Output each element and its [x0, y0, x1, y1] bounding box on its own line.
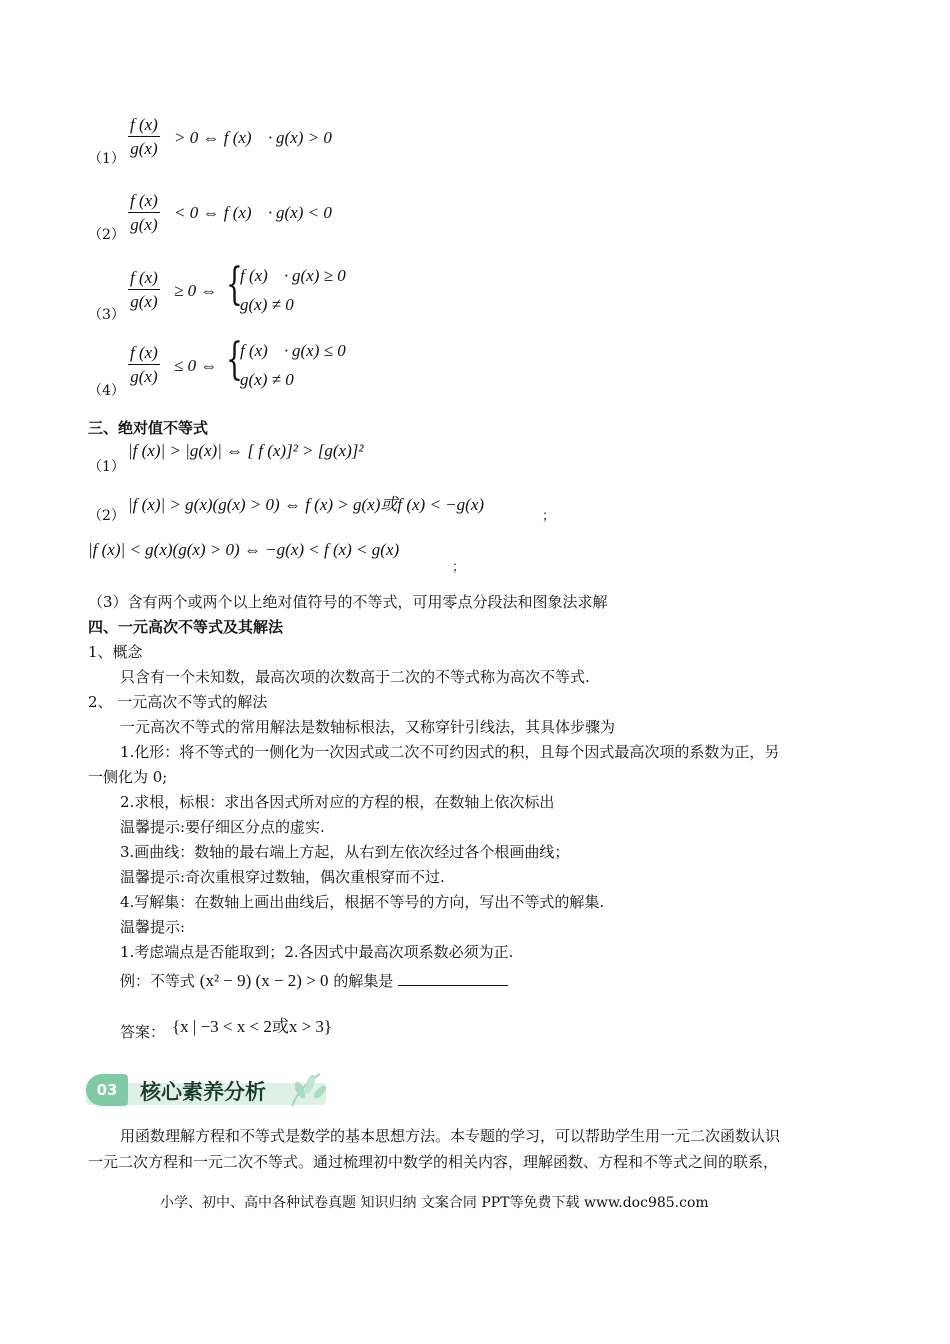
- relation: > 0 ⇔ f (x): [174, 128, 252, 147]
- case-2: g(x) ≠ 0: [240, 295, 294, 314]
- case-2: g(x) ≠ 0: [240, 370, 294, 389]
- example-line: [120, 970, 508, 991]
- item-number: （2）: [88, 227, 125, 243]
- tip-3-text: 1.考虑端点是否能取到；2.各因式中最高次项系数必须为正.: [120, 943, 514, 961]
- step-4: 4.写解集：在数轴上画出曲线后，根据不等号的方向，写出不等式的解集.: [120, 893, 605, 911]
- relation: < 0 ⇔ f (x): [174, 203, 252, 222]
- section-4-heading: 四、一元高次不等式及其解法: [88, 618, 284, 636]
- section-3-heading: 三、绝对值不等式: [88, 419, 209, 437]
- abs-item-2-punct: ；: [542, 509, 556, 524]
- step-3: 3.画曲线：数轴的最右端上方起，从右到左依次经过各个根画曲线；: [120, 843, 570, 861]
- item-number: （3）: [88, 307, 125, 323]
- tip-3: 温馨提示:: [120, 918, 186, 936]
- concept-label: 1、概念: [88, 643, 143, 661]
- step-2: 2.求根，标根：求出各因式所对应的方程的根，在数轴上依次标出: [120, 793, 555, 811]
- numerator: f (x): [128, 267, 160, 290]
- case-1-rhs: g(x) ≥ 0: [292, 266, 346, 285]
- abs-item-2b-punct: ；: [452, 560, 466, 575]
- abs-item-3: （3）含有两个或两个以上绝对值符号的不等式，可用零点分段法和图象法求解: [88, 593, 608, 611]
- analysis-line-1: 用函数理解方程和不等式是数学的基本思想方法。本专题的学习，可以帮助学生用一元二次函数认识: [120, 1127, 781, 1145]
- section-banner-number: 03: [86, 1074, 128, 1106]
- relation-rhs: g(x) < 0: [276, 203, 332, 222]
- case-1-rhs: g(x) ≤ 0: [292, 341, 346, 360]
- fraction: [128, 114, 160, 161]
- leaf-icon: [286, 1068, 332, 1108]
- method-intro: 一元高次不等式的常用解法是数轴标根法，又称穿针引线法，其具体步骤为: [120, 718, 616, 736]
- fraction: [128, 190, 160, 237]
- relation: ≤ 0 ⇔: [174, 356, 218, 375]
- case-1-lhs: f (x): [240, 266, 268, 285]
- abs-item-1-number: （1）: [88, 459, 125, 475]
- concept-text: 只含有一个未知数，最高次项的次数高于二次的不等式称为高次不等式.: [120, 668, 590, 686]
- left-brace: {: [226, 334, 243, 385]
- relation-rhs: g(x) > 0: [276, 128, 332, 147]
- step-1-line-1: 1.化形：将不等式的一侧化为一次因式或二次不可约因式的积，且每个因式最高次项的系数为正，另: [120, 743, 780, 761]
- method-label: 2、 一元高次不等式的解法: [88, 693, 268, 711]
- denominator: g(x): [130, 215, 158, 234]
- answer-blank: [398, 971, 508, 986]
- denominator: g(x): [130, 367, 158, 386]
- product-glyph: ·: [268, 128, 273, 147]
- example-prefix: 例：不等式: [120, 972, 196, 990]
- left-brace: {: [226, 259, 243, 310]
- tip-2: 温馨提示:奇次重根穿过数轴，偶次重根穿而不过.: [120, 868, 445, 886]
- numerator: f (x): [128, 342, 160, 365]
- abs-item-2-number: （2）: [88, 508, 125, 524]
- tip-1: 温馨提示:要仔细区分点的虚实.: [120, 818, 325, 836]
- analysis-line-2: 一元二次方程和一元二次不等式。通过梳理初中数学的相关内容，理解函数、方程和不等式之间的联系，: [88, 1153, 779, 1171]
- answer-formula: {x | −3 < x < 2或x > 3}: [172, 1017, 333, 1036]
- answer-label: 答案：: [120, 1023, 166, 1041]
- case-1-lhs: f (x): [240, 341, 268, 360]
- item-number: （1）: [88, 151, 125, 167]
- fraction: [128, 342, 160, 389]
- abs-item-2b-formula: |f (x)| < g(x)(g(x) > 0) ⇔ −g(x) < f (x) < g(x): [88, 540, 400, 559]
- item-number: （4）: [88, 383, 125, 399]
- product-glyph: ·: [284, 266, 289, 285]
- denominator: g(x): [130, 292, 158, 311]
- product-glyph: ·: [268, 203, 273, 222]
- abs-item-1-formula: |f (x)| > |g(x)| ⇔ [ f (x)]² > [g(x)]²: [128, 441, 364, 460]
- footer-text: 小学、初中、高中各种试卷真题 知识归纳 文案合同 PPT等免费下载 www.doc985.com: [160, 1195, 709, 1211]
- product-glyph: ·: [284, 341, 289, 360]
- section-banner-title: 核心素养分析: [140, 1080, 266, 1104]
- step-1-line-2: 一侧化为 0;: [88, 768, 168, 786]
- numerator: f (x): [128, 114, 160, 137]
- denominator: g(x): [130, 139, 158, 158]
- relation: ≥ 0 ⇔: [174, 281, 218, 300]
- abs-item-2-formula: |f (x)| > g(x)(g(x) > 0) ⇔ f (x) > g(x)或f (x) < −g(x): [128, 495, 485, 514]
- fraction: [128, 267, 160, 314]
- numerator: f (x): [128, 190, 160, 213]
- example-suffix: 的解集是: [333, 972, 394, 990]
- example-formula: (x² − 9) (x − 2) > 0: [199, 971, 329, 990]
